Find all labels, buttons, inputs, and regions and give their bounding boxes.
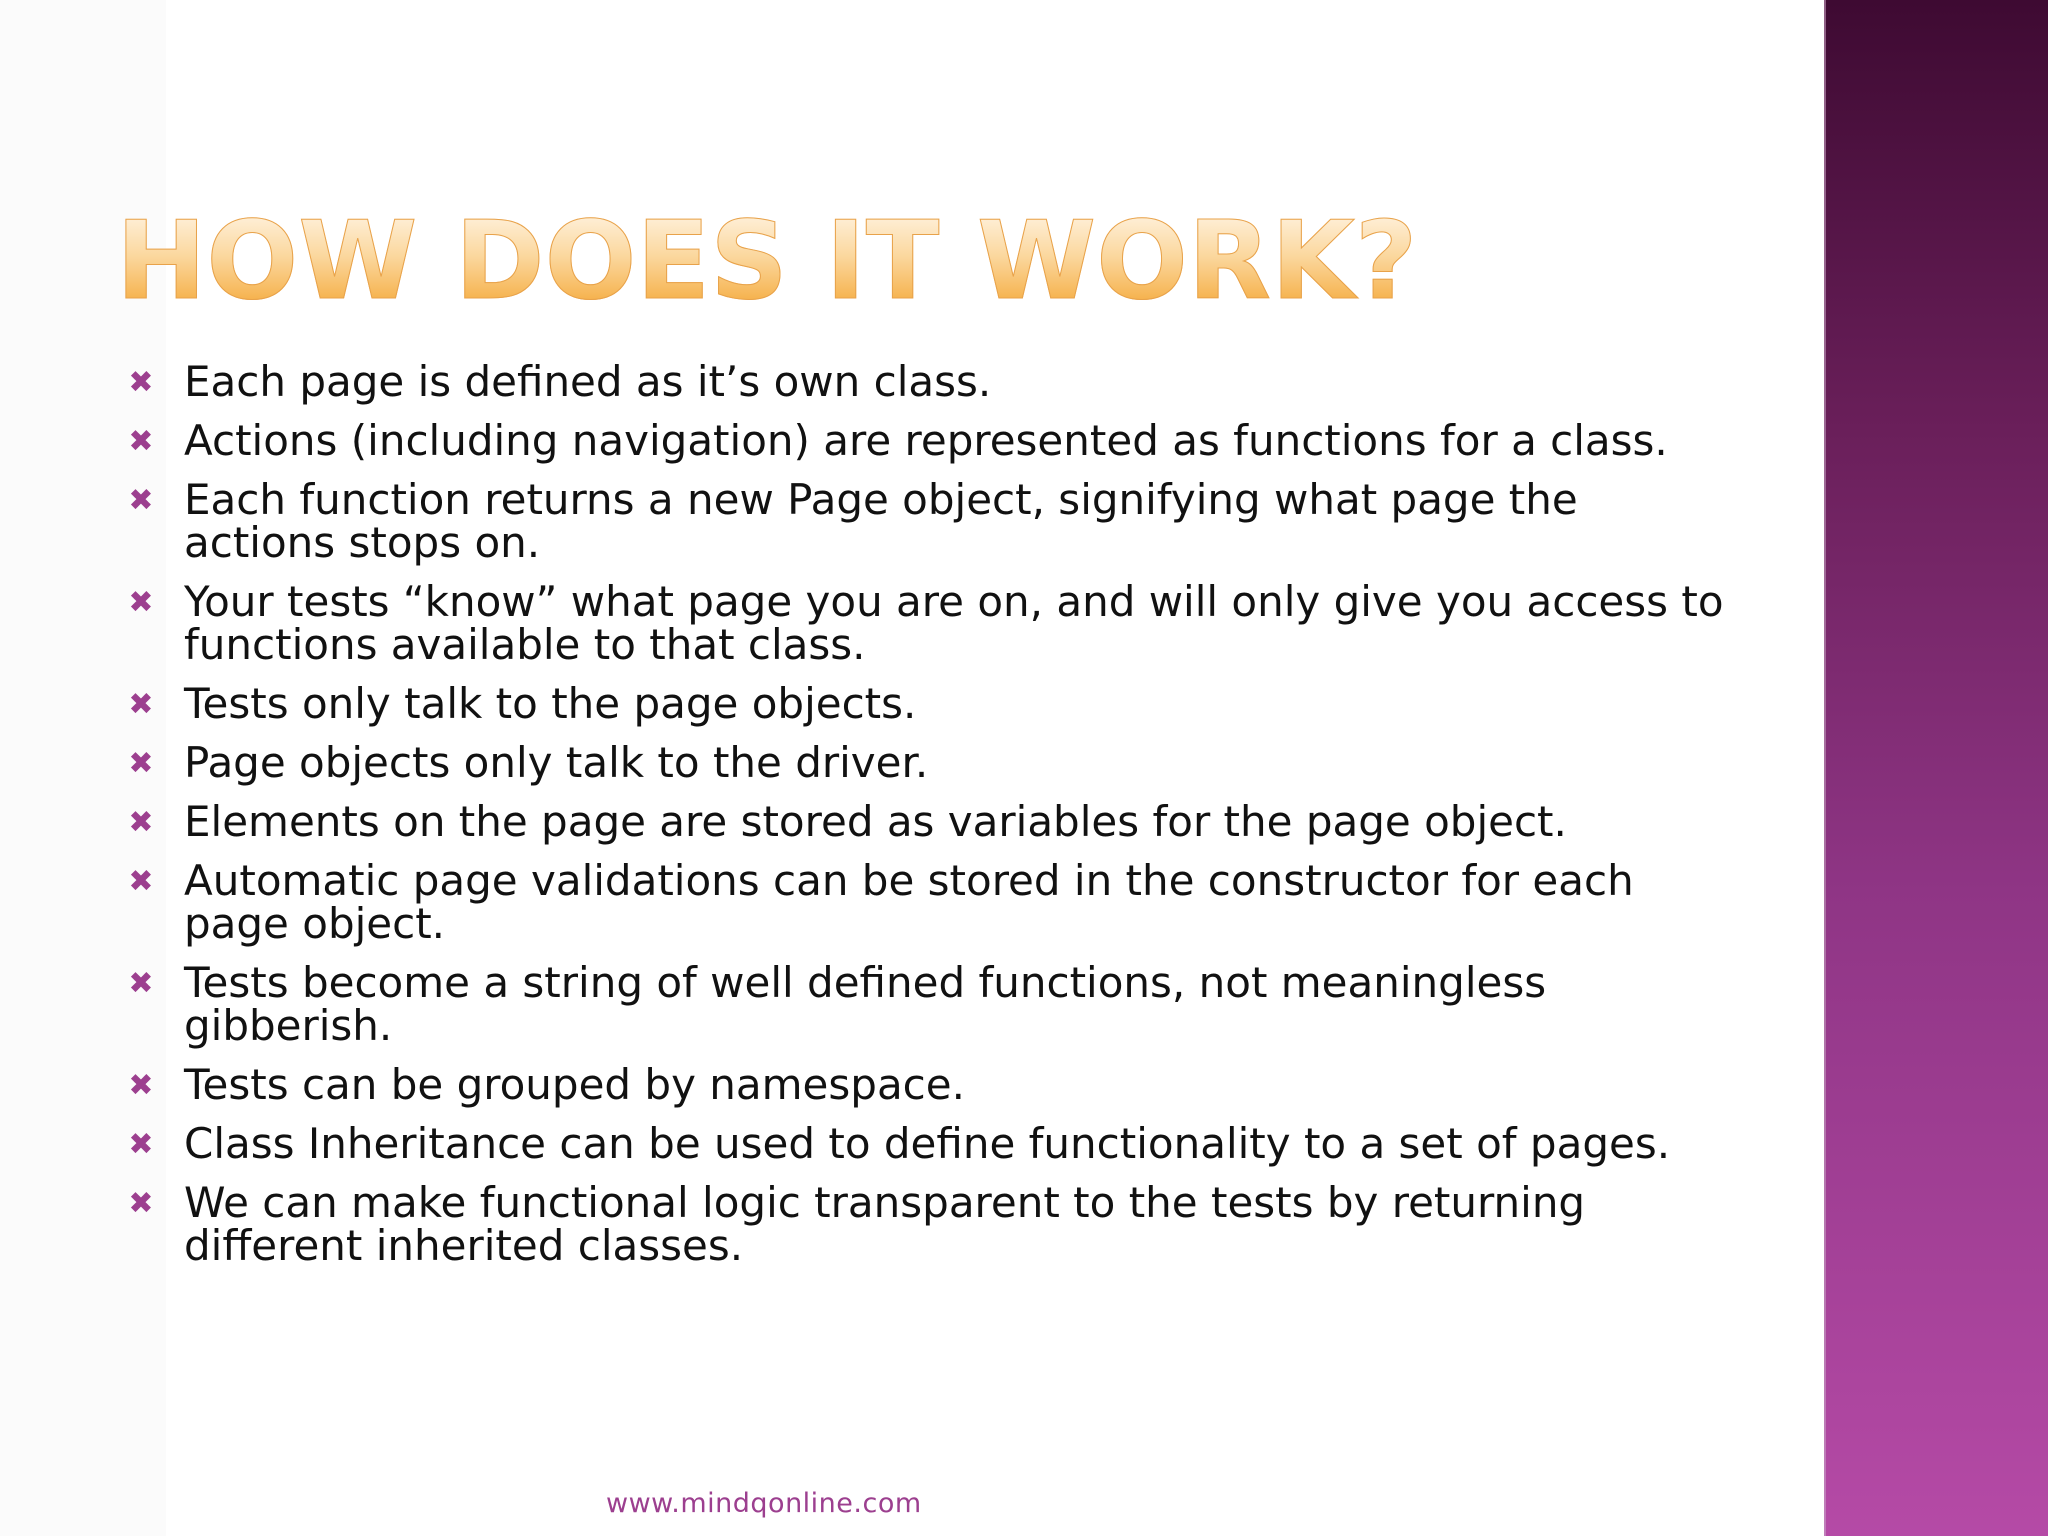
footer-url: www.mindqonline.com [606,1488,922,1519]
bullet-item [124,577,1724,669]
bullet-item [124,797,1724,846]
bullet-item [124,475,1724,567]
bullet-text: Tests can be grouped by namespace. [184,1060,965,1109]
bullet-text: We can make functional logic transparent to the tests by returning different inherited classes. [184,1178,1586,1270]
bullet-item [124,1178,1724,1270]
x-mark-icon: ✖ [128,746,154,781]
x-mark-icon: ✖ [128,585,154,620]
bullet-text: Class Inheritance can be used to define functionality to a set of pages. [184,1119,1671,1168]
bullet-item [124,1119,1724,1168]
bullet-item [124,1060,1724,1109]
bullet-text: Each function returns a new Page object, signifying what page the actions stops on. [184,475,1578,567]
x-mark-icon: ✖ [128,687,154,722]
x-mark-icon: ✖ [128,966,154,1001]
purple-gradient-sidebar [1826,0,2048,1536]
bullet-text: Actions (including navigation) are represented as functions for a class. [184,416,1668,465]
bullet-item [124,357,1724,406]
bullet-item [124,856,1724,948]
x-mark-icon: ✖ [128,365,154,400]
bullet-item [124,958,1724,1050]
bullet-text: Each page is defined as it’s own class. [184,357,992,406]
bullet-text: Page objects only talk to the driver. [184,738,929,787]
x-mark-icon: ✖ [128,1186,154,1221]
x-mark-icon: ✖ [128,1127,154,1162]
slide-title: HOW DOES IT WORK? [116,199,1418,324]
bullet-text: Tests only talk to the page objects. [184,679,917,728]
bullet-text: Automatic page validations can be stored in the constructor for each page object. [184,856,1634,948]
x-mark-icon: ✖ [128,483,154,518]
x-mark-icon: ✖ [128,864,154,899]
bullet-text: Your tests “know” what page you are on, and will only give you access to functions available to that class. [184,577,1724,669]
bullet-item [124,416,1724,465]
x-mark-icon: ✖ [128,1068,154,1103]
bullet-text: Elements on the page are stored as variables for the page object. [184,797,1567,846]
bullet-item [124,679,1724,728]
bullet-text: Tests become a string of well defined functions, not meaningless gibberish. [184,958,1547,1050]
bullet-item [124,738,1724,787]
x-mark-icon: ✖ [128,424,154,459]
x-mark-icon: ✖ [128,805,154,840]
bullet-list [124,357,1724,1283]
